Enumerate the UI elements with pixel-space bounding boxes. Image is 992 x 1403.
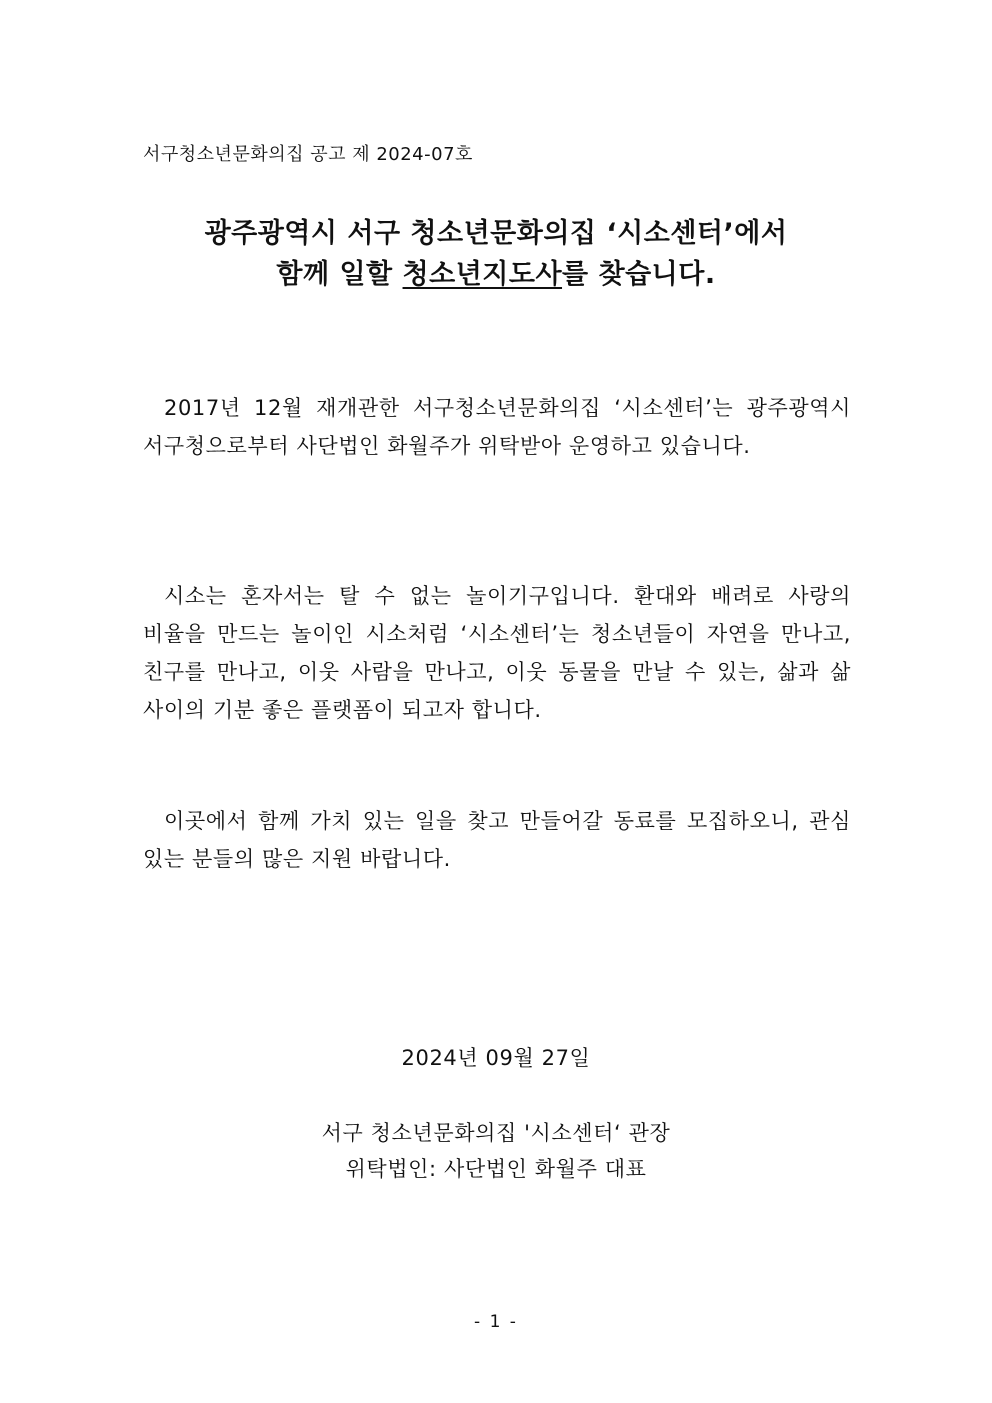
title-line-2-prefix: 함께 일할 [276, 259, 403, 290]
title-line-2 [0, 252, 992, 291]
title-underlined-role: 청소년지도사 [402, 259, 563, 290]
title-line-1: 광주광역시 서구 청소년문화의집 ‘시소센터’에서 [204, 218, 788, 249]
page-number: - 1 - [474, 1312, 518, 1332]
paragraph-seesaw: 시소는 혼자서는 탈 수 없는 놀이기구입니다. 환대와 배려로 사랑의 비율을 만드는 놀이인 시소처럼 ‘시소센터’는 청소년들이 자연을 만나고, 친구를 만나고, 이웃 사람을 만나고, 이웃 동물을 만날 수 있는, 삶과 삶 사이의 기분 좋은 플랫폼이 되고자 합니다. [143, 584, 851, 722]
title-line-2-suffix: 를 찾습니다. [562, 259, 716, 290]
signature-corporation: 위탁법인: 사단법인 화월주 대표 [345, 1157, 647, 1181]
paragraph-intro: 2017년 12월 재개관한 서구청소년문화의집 ‘시소센터’는 광주광역시 서구청으로부터 사단법인 화월주가 위탁받아 운영하고 있습니다. [143, 396, 851, 458]
signature-director: 서구 청소년문화의집 '시소센터‘ 관장 [321, 1121, 671, 1145]
paragraph-recruit: 이곳에서 함께 가치 있는 일을 찾고 만들어갈 동료를 모집하오니, 관심 있는 분들의 많은 지원 바랍니다. [143, 809, 851, 871]
notice-number: 서구청소년문화의집 공고 제 2024-07호 [143, 144, 473, 165]
notice-date: 2024년 09월 27일 [401, 1046, 591, 1070]
